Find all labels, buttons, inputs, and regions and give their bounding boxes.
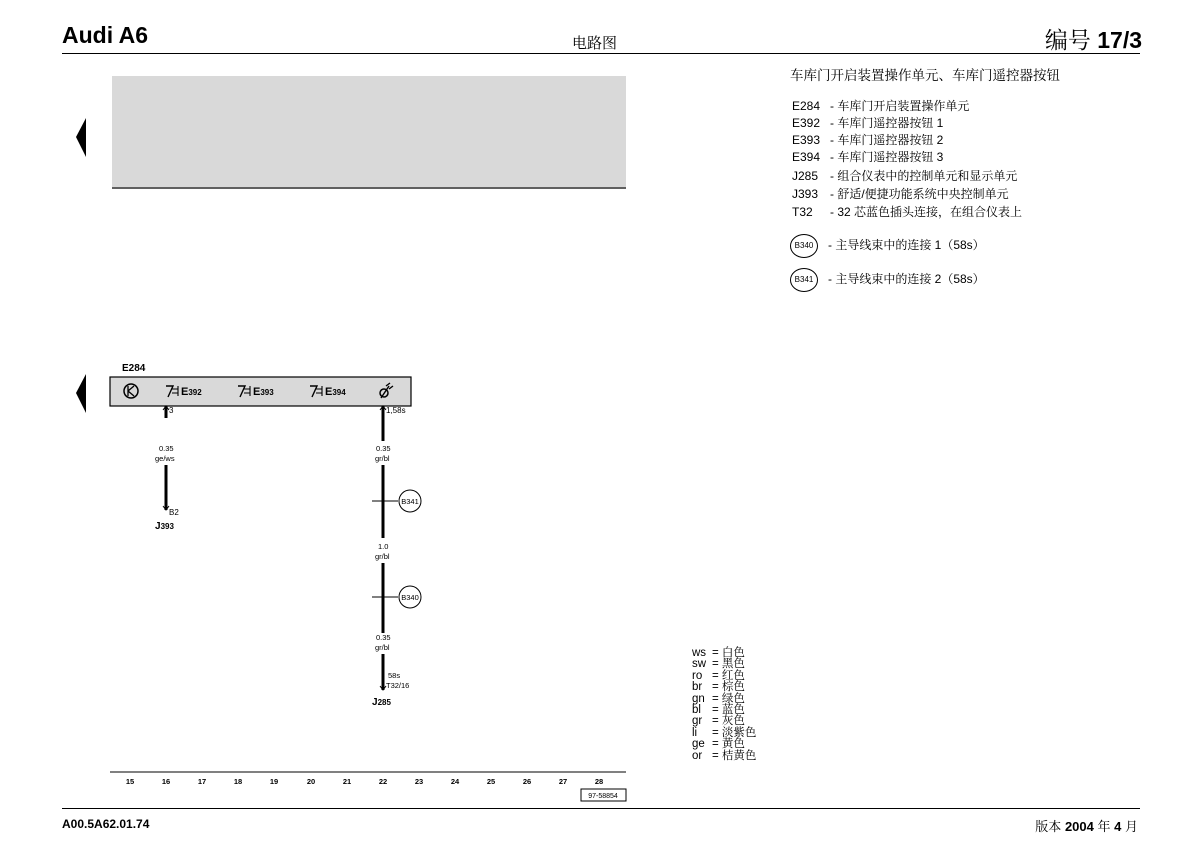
- legend-item: E393 - 车库门遥控器按钮 2: [792, 133, 944, 147]
- pin-label: 58s: [388, 671, 401, 680]
- wire-color: ge/ws: [155, 454, 175, 463]
- svg-text:20: 20: [306, 777, 316, 786]
- junction-label: B341: [401, 497, 419, 506]
- legend-title: 车库门开启装置操作单元、车库门遥控器按钮: [790, 68, 1060, 83]
- svg-text:21: 21: [342, 777, 352, 786]
- legend-item: T32 - 32 芯蓝色插头连接，在组合仪表上: [792, 205, 1023, 219]
- section-title: 电路图: [572, 35, 618, 52]
- drawing-number: 97-58854: [588, 793, 618, 800]
- continuation-arrow-icon: [76, 118, 86, 157]
- connection-symbol: B341: [790, 268, 818, 292]
- color-code-item: sw = 黑色: [692, 658, 745, 671]
- svg-text:17: 17: [197, 777, 207, 786]
- svg-text:18: 18: [233, 777, 243, 786]
- color-code-item: or = 桔黄色: [692, 749, 757, 762]
- continuation-arrow-icon: [76, 374, 86, 413]
- svg-text:24: 24: [450, 777, 460, 786]
- color-code-item: gr = 灰色: [692, 715, 745, 728]
- color-code-item: li = 淡紫色: [692, 726, 757, 739]
- page-number-value: 17/3: [1097, 27, 1142, 53]
- wire-color: gr/bl: [375, 643, 390, 652]
- wire-color: gr/bl: [375, 454, 390, 463]
- color-code-item: bl = 蓝色: [692, 704, 745, 717]
- svg-text:28: 28: [594, 777, 604, 786]
- svg-text:25: 25: [486, 777, 496, 786]
- pin-label: B2: [169, 508, 179, 517]
- svg-text:27: 27: [558, 777, 568, 786]
- page-number-label: 编号: [1044, 27, 1091, 53]
- pin-label: 3: [169, 406, 174, 415]
- svg-text:15: 15: [125, 777, 135, 786]
- column-numbers: [126, 777, 603, 786]
- wire-size: 0.35: [376, 633, 391, 642]
- button-label: E392: [181, 386, 202, 398]
- color-code-item: ro = 红色: [692, 669, 745, 682]
- connector-label: T32/16: [386, 681, 410, 690]
- version-info: 版本 2004 年 4 月: [1035, 819, 1138, 834]
- color-code-item: gn = 绿色: [692, 692, 745, 705]
- document-code: A00.5A62.01.74: [62, 817, 150, 831]
- target-label: J393: [155, 521, 174, 532]
- legend-connection: B341 - 主导线束中的连接 2（58s）: [790, 268, 985, 292]
- wire-size: 0.35: [376, 444, 391, 453]
- junction-label: B340: [401, 593, 419, 602]
- legend-item: E392 - 车库门遥控器按钮 1: [792, 116, 944, 130]
- connection-symbol: B340: [790, 234, 818, 258]
- legend-item: E394 - 车库门遥控器按钮 3: [792, 150, 944, 164]
- button-label: E394: [325, 386, 346, 398]
- vehicle-model: Audi A6: [62, 22, 149, 48]
- color-code-item: ws = 白色: [692, 647, 745, 659]
- legend-item: J285 - 组合仪表中的控制单元和显示单元: [792, 169, 1018, 183]
- target-label: J285: [372, 697, 391, 708]
- color-code-item: br = 棕色: [692, 681, 745, 694]
- svg-text:22: 22: [378, 777, 388, 786]
- svg-text:26: 26: [522, 777, 532, 786]
- legend-item: E284 - 车库门开启装置操作单元: [792, 99, 970, 113]
- wire-color: gr/bl: [375, 552, 390, 561]
- legend-item: J393 - 舒适/便捷功能系统中央控制单元: [792, 187, 1009, 201]
- svg-text:23: 23: [414, 777, 424, 786]
- wire-size: 1.0: [378, 542, 389, 551]
- wire-size: 0.35: [159, 444, 174, 453]
- color-code-item: ge = 黄色: [692, 738, 745, 751]
- component-label: E284: [122, 363, 146, 374]
- svg-text:19: 19: [269, 777, 279, 786]
- legend-connection: B340 - 主导线束中的连接 1（58s）: [790, 234, 985, 258]
- footer-rule: [62, 808, 1140, 809]
- shaded-area: [112, 76, 626, 187]
- pin-label: 1,58s: [386, 406, 406, 415]
- button-label: E393: [253, 386, 274, 398]
- svg-text:16: 16: [161, 777, 171, 786]
